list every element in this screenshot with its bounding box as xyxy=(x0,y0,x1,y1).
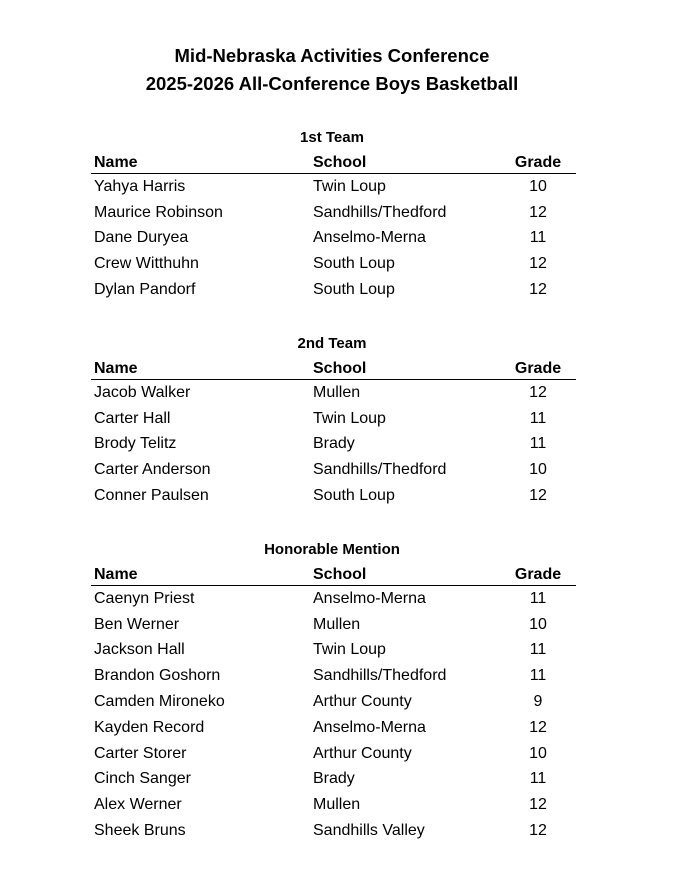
table-row xyxy=(91,251,576,277)
school-name: Twin Loup xyxy=(313,177,386,195)
grade-value: 11 xyxy=(529,229,547,247)
school-name: South Loup xyxy=(313,487,395,505)
table-header xyxy=(91,148,576,174)
table-row xyxy=(91,226,576,252)
grade-column-header: Grade xyxy=(514,566,562,583)
player-name: Caenyn Priest xyxy=(94,589,195,607)
grade-value: 11 xyxy=(529,667,547,685)
table-row xyxy=(91,586,576,612)
school-name: Anselmo-Merna xyxy=(313,229,426,247)
school-name: Sandhills/Thedford xyxy=(313,667,447,685)
first-team-section xyxy=(91,128,576,303)
grade-value: 12 xyxy=(529,718,547,736)
player-name: Ben Werner xyxy=(94,615,180,633)
player-name: Kayden Record xyxy=(94,718,205,736)
player-name: Carter Hall xyxy=(94,409,171,427)
table-row xyxy=(91,741,576,767)
grade-value: 11 xyxy=(529,770,547,788)
school-name: South Loup xyxy=(313,255,395,273)
document-subtitle: 2025-2026 All-Conference Boys Basketball xyxy=(145,73,519,94)
grade-value: 12 xyxy=(529,281,547,299)
player-name: Camden Mironeko xyxy=(94,693,225,711)
school-name: Sandhills Valley xyxy=(313,822,425,840)
grade-value: 10 xyxy=(529,744,547,762)
player-name: Maurice Robinson xyxy=(94,203,223,221)
table-row xyxy=(91,406,576,432)
table-row xyxy=(91,432,576,458)
section-heading: 2nd Team xyxy=(297,335,367,352)
player-name: Brandon Goshorn xyxy=(94,667,221,685)
document-title: Mid-Nebraska Activities Conference xyxy=(174,45,490,66)
school-name: Arthur County xyxy=(313,693,412,711)
grade-column-header: Grade xyxy=(514,360,562,377)
table-row xyxy=(91,483,576,509)
school-name: Anselmo-Merna xyxy=(313,718,426,736)
player-name: Cinch Sanger xyxy=(94,770,191,788)
player-name: Carter Anderson xyxy=(94,461,211,479)
grade-value: 11 xyxy=(529,641,547,659)
grade-value: 11 xyxy=(529,589,547,607)
school-name: Brady xyxy=(313,435,355,453)
table-header xyxy=(91,354,576,380)
name-column-header: Name xyxy=(94,360,138,377)
school-name: Brady xyxy=(313,770,355,788)
grade-value: 12 xyxy=(529,203,547,221)
school-name: South Loup xyxy=(313,281,395,299)
grade-column-header: Grade xyxy=(514,154,562,171)
player-name: Brody Telitz xyxy=(94,435,177,453)
table-row xyxy=(91,818,576,844)
player-name: Sheek Bruns xyxy=(94,822,186,840)
player-name: Dylan Pandorf xyxy=(94,281,196,299)
table-header xyxy=(91,560,576,586)
player-name: Crew Witthuhn xyxy=(94,255,199,273)
honorable-mention-section xyxy=(91,540,576,844)
name-column-header: Name xyxy=(94,154,138,171)
grade-value: 10 xyxy=(529,461,547,479)
grade-value: 12 xyxy=(529,796,547,814)
section-heading: 1st Team xyxy=(300,129,364,146)
grade-value: 11 xyxy=(529,435,547,453)
school-name: Arthur County xyxy=(313,744,412,762)
school-name: Mullen xyxy=(313,615,361,633)
table-row xyxy=(91,792,576,818)
table-row xyxy=(91,689,576,715)
school-name: Sandhills/Thedford xyxy=(313,203,447,221)
table-row xyxy=(91,174,576,200)
grade-value: 12 xyxy=(529,822,547,840)
school-name: Mullen xyxy=(313,383,361,401)
player-name: Jacob Walker xyxy=(94,383,191,401)
player-name: Dane Duryea xyxy=(94,229,189,247)
table-row xyxy=(91,200,576,226)
school-name: Twin Loup xyxy=(313,641,386,659)
school-column-header: School xyxy=(313,360,367,377)
grade-value: 10 xyxy=(529,177,547,195)
second-team-section xyxy=(91,334,576,509)
name-column-header: Name xyxy=(94,566,138,583)
school-column-header: School xyxy=(313,566,367,583)
grade-value: 12 xyxy=(529,487,547,505)
player-name: Yahya Harris xyxy=(94,177,186,195)
section-heading: Honorable Mention xyxy=(264,541,400,558)
grade-value: 12 xyxy=(529,255,547,273)
grade-value: 12 xyxy=(529,383,547,401)
table-row xyxy=(91,277,576,303)
grade-value: 11 xyxy=(529,409,547,427)
school-name: Twin Loup xyxy=(313,409,386,427)
player-name: Conner Paulsen xyxy=(94,487,209,505)
player-name: Carter Storer xyxy=(94,744,187,762)
table-row xyxy=(91,457,576,483)
school-name: Sandhills/Thedford xyxy=(313,461,447,479)
grade-value: 10 xyxy=(529,615,547,633)
table-row xyxy=(91,612,576,638)
player-name: Jackson Hall xyxy=(94,641,185,659)
school-name: Mullen xyxy=(313,796,361,814)
school-name: Anselmo-Merna xyxy=(313,589,426,607)
grade-value: 9 xyxy=(533,693,543,711)
school-column-header: School xyxy=(313,154,367,171)
table-row xyxy=(91,767,576,793)
table-row xyxy=(91,663,576,689)
player-name: Alex Werner xyxy=(94,796,182,814)
table-row xyxy=(91,715,576,741)
table-row xyxy=(91,380,576,406)
table-row xyxy=(91,638,576,664)
